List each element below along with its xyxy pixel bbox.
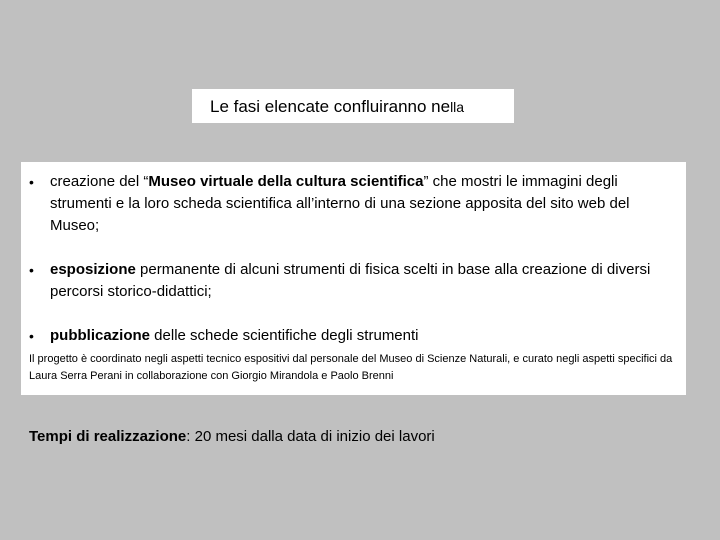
bullet-text-pre: creazione del “ <box>50 173 149 190</box>
slide-title <box>192 89 514 123</box>
bullet-text-post: ” che mostri le immagini degli strumenti e la loro scheda scientifica all’interno di una sezione apposita del sito web del Museo; <box>50 173 630 234</box>
spacer <box>29 303 678 325</box>
timeline-label: Tempi di realizzazione <box>29 428 187 445</box>
bullet-pubblicazione <box>29 325 678 347</box>
slide-title-main: Le fasi elencate confluiranno ne <box>210 97 451 116</box>
bullet-text-bold: Museo virtuale della cultura scientifica <box>148 173 424 190</box>
bullet-esposizione <box>29 259 678 303</box>
project-note: Il progetto è coordinato negli aspetti tecnico espositivi dal personale del Museo di Scienze Naturali, e curato negli aspetti specifici da Laura Serra Perani in collaborazione con Giorgio Mirandola e Paolo Brenni <box>29 353 673 382</box>
bullet-marker: • <box>29 328 34 344</box>
bullet-text-bold: pubblicazione <box>50 327 151 344</box>
spacer <box>29 237 678 259</box>
bullet-marker: • <box>29 262 34 278</box>
bullet-marker: • <box>29 174 34 190</box>
timeline-line <box>29 426 435 448</box>
content-panel <box>21 162 686 395</box>
timeline-text: : 20 mesi dalla data di inizio dei lavori <box>186 428 435 445</box>
bullet-text-post: delle schede scientifiche degli strumenti <box>150 327 419 344</box>
bullet-text-bold: esposizione <box>50 261 136 278</box>
slide-title-tail: lla <box>450 99 465 115</box>
bullet-museo-virtuale <box>29 171 678 237</box>
bullet-text-post: permanente di alcuni strumenti di fisica scelti in base alla creazione di diversi percorsi storico-didattici; <box>50 261 651 300</box>
